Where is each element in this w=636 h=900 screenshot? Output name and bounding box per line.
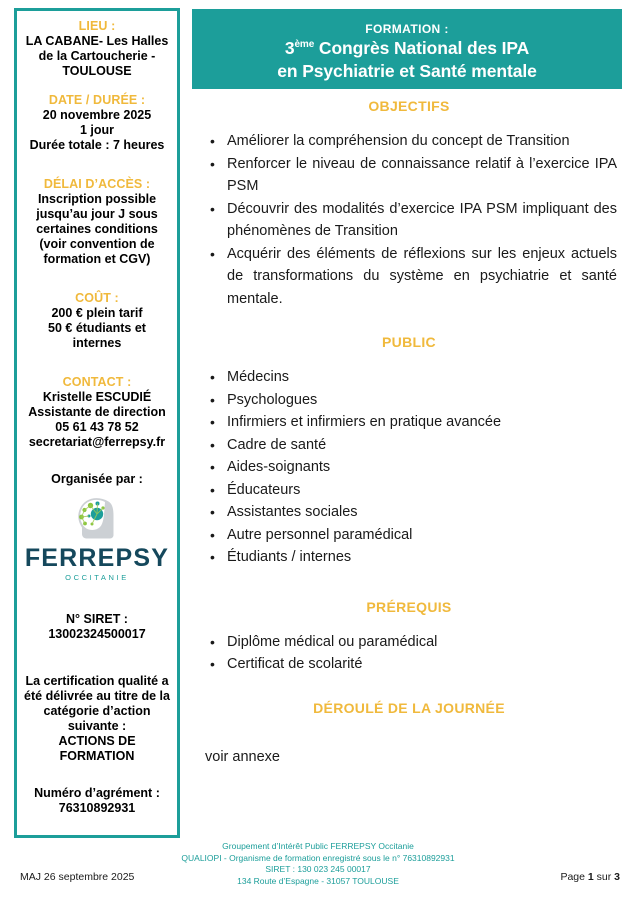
- banner-title-rest: Congrès National des IPA: [314, 38, 530, 58]
- lieu-line-2: de la Cartoucherie -: [38, 49, 156, 63]
- page-middle: sur: [593, 871, 615, 883]
- spacer: [195, 310, 623, 334]
- delai-line-4: (voir convention de: [39, 237, 155, 251]
- lieu-line-1: LA CABANE- Les Halles: [25, 34, 169, 48]
- page-current: 1: [587, 871, 594, 883]
- list-item: • Cadre de santé: [227, 434, 617, 457]
- info-block-cout: [23, 291, 171, 351]
- cout-full-price: 200 € plein tarif: [51, 306, 143, 320]
- main-content: [195, 98, 623, 768]
- footer-page-number: [560, 871, 620, 883]
- duree-total-value: Durée totale : 7 heures: [29, 138, 165, 152]
- list-item: • Autre personnel paramédical: [227, 524, 617, 547]
- contact-role: Assistante de direction: [28, 405, 166, 419]
- list-item: • Étudiants / internes: [227, 546, 617, 569]
- date-duree-label: DATE / DURÉE :: [48, 93, 146, 107]
- public-list: [195, 366, 623, 569]
- info-block-siret: [23, 612, 171, 642]
- ferrepsy-logo: [23, 496, 171, 582]
- delai-line-2: jusqu’au jour J sous: [36, 207, 158, 221]
- list-item: • Découvrir des modalités d’exercice IPA PSM impliquant des phénomènes de Transition: [227, 198, 617, 243]
- delai-acces-label: DÉLAI D’ACCÈS :: [43, 177, 151, 191]
- list-item: • Renforcer le niveau de connaissance relatif à l’exercice IPA PSM: [227, 153, 617, 198]
- list-item: • Assistantes sociales: [227, 501, 617, 524]
- banner-title-ordinal: 3: [284, 38, 295, 58]
- list-item: • Éducateurs: [227, 479, 617, 502]
- banner-title-line-1: [192, 37, 622, 60]
- list-item: • Psychologues: [227, 389, 617, 412]
- info-block-agrement: [23, 786, 171, 816]
- footer-line-1: Groupement d’Intérêt Public FERREPSY Occitanie: [222, 841, 414, 851]
- page-footer: [0, 838, 636, 900]
- footer-line-2: QUALIOPI - Organisme de formation enregistré sous le n° 76310892931: [181, 852, 455, 863]
- info-block-lieu: [23, 19, 171, 79]
- page-total: 3: [614, 871, 620, 883]
- lieu-label: LIEU :: [78, 19, 116, 33]
- agrement-label: Numéro d’agrément :: [34, 786, 160, 800]
- siret-value: 13002324500017: [48, 627, 146, 641]
- footer-line-4: 134 Route d’Espagne - 31057 TOULOUSE: [237, 875, 399, 886]
- delai-line-5: formation et CGV): [43, 252, 151, 266]
- list-item: • Infirmiers et infirmiers en pratique avancée: [227, 411, 617, 434]
- logo-subtitle: OCCITANIE: [65, 573, 129, 582]
- duree-days-value: 1 jour: [79, 123, 115, 137]
- list-item: • Certificat de scolarité: [227, 653, 617, 676]
- siret-label: N° SIRET :: [66, 612, 128, 626]
- delai-line-1: Inscription possible: [37, 192, 157, 206]
- logo-wordmark: FERREPSY: [24, 544, 170, 572]
- banner-title-line-2: en Psychiatrie et Santé mentale: [277, 61, 537, 81]
- brain-head-icon: [68, 496, 126, 542]
- footer-line-3: SIRET : 130 023 245 00017: [265, 864, 371, 874]
- spacer: [195, 569, 623, 599]
- contact-name: Kristelle ESCUDIÉ: [42, 390, 152, 404]
- certification-line-1: La certification qualité a: [25, 674, 169, 688]
- objectifs-list: [195, 130, 623, 310]
- spacer: [195, 676, 623, 700]
- list-item: • Aides-soignants: [227, 456, 617, 479]
- list-item: • Améliorer la compréhension du concept de Transition: [227, 130, 617, 153]
- certification-line-2: été délivrée au titre de la: [24, 689, 170, 703]
- info-block-date-duree: [23, 93, 171, 153]
- info-block-delai-acces: [23, 177, 171, 267]
- cout-student-price: 50 € étudiants et internes: [48, 321, 146, 350]
- organised-by-label: Organisée par :: [51, 472, 143, 486]
- deroule-body: voir annexe: [205, 748, 280, 765]
- list-item: • Acquérir des éléments de réflexions sur les enjeux actuels de transformations du système en psychiatrie et santé mentale.: [227, 243, 617, 311]
- contact-label: CONTACT :: [62, 375, 132, 389]
- certification-line-3: catégorie d’action: [43, 704, 151, 718]
- banner-title-ordinal-suffix: ème: [294, 39, 315, 51]
- contact-email[interactable]: secretariat@ferrepsy.fr: [28, 435, 166, 449]
- info-sidebar: [14, 8, 180, 838]
- lieu-line-3: TOULOUSE: [62, 64, 132, 78]
- info-block-certification: [23, 674, 171, 764]
- footer-last-update: MAJ 26 septembre 2025: [20, 871, 135, 883]
- banner-kicker: FORMATION :: [365, 22, 449, 36]
- section-heading-objectifs: OBJECTIFS: [368, 98, 450, 114]
- prerequis-list: [195, 631, 623, 676]
- contact-phone: 05 61 43 78 52: [55, 420, 139, 434]
- info-block-contact: [23, 375, 171, 450]
- certification-category-line-2: FORMATION: [59, 749, 135, 763]
- page-prefix: Page: [560, 871, 588, 883]
- section-heading-deroule: DÉROULÉ DE LA JOURNÉE: [313, 699, 505, 716]
- cout-label: COÛT :: [75, 291, 119, 305]
- section-heading-prerequis: PRÉREQUIS: [366, 598, 452, 615]
- agrement-value: 76310892931: [58, 801, 136, 815]
- date-value: 20 novembre 2025: [42, 108, 152, 122]
- list-item: • Médecins: [227, 366, 617, 389]
- formation-banner: [192, 9, 622, 89]
- list-item: • Diplôme médical ou paramédical: [227, 631, 617, 654]
- certification-line-4: suivante :: [67, 719, 127, 733]
- section-heading-public: PUBLIC: [382, 334, 436, 350]
- delai-line-3: certaines conditions: [36, 222, 158, 236]
- certification-category-line-1: ACTIONS DE: [58, 734, 136, 748]
- spacer: [195, 730, 623, 746]
